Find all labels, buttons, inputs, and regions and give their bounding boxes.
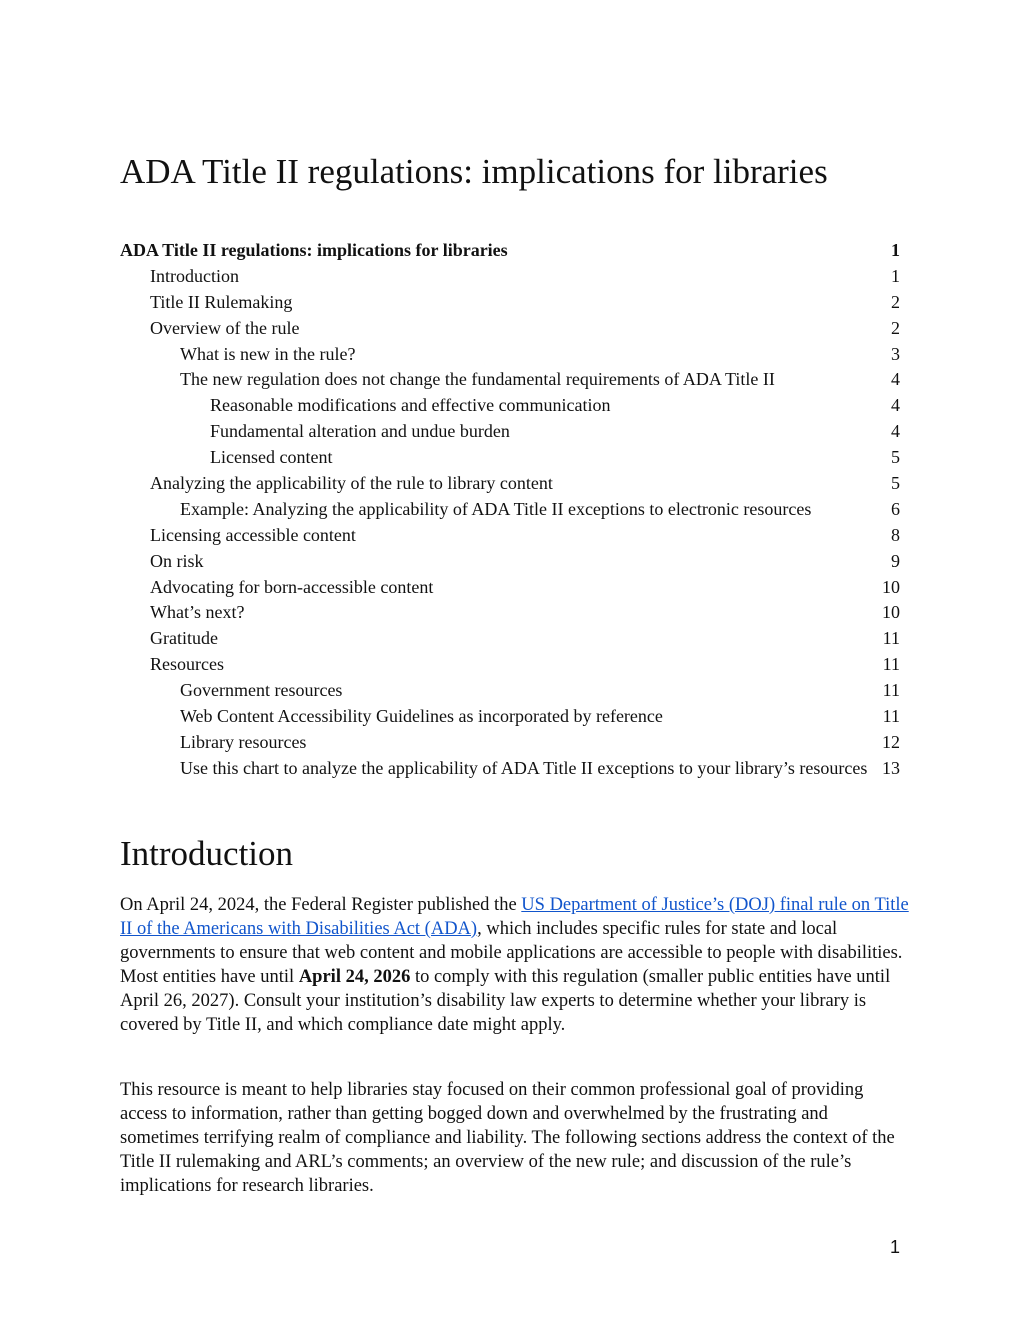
toc-entry[interactable] [120, 421, 900, 442]
toc-entry[interactable] [120, 344, 900, 365]
toc-entry[interactable] [120, 499, 900, 520]
toc-entry-page: 6 [891, 498, 900, 519]
paragraph-text: On April 24, 2024, the Federal Register published the [120, 895, 522, 915]
introduction-paragraph-1 [120, 893, 910, 1037]
page-title: ADA Title II regulations: implications for libraries [120, 152, 828, 191]
toc-entry[interactable] [120, 395, 900, 416]
toc-entry[interactable] [120, 473, 900, 494]
toc-entry-label: The new regulation does not change the fundamental requirements of ADA Title II [180, 369, 775, 390]
toc-entry-page: 13 [882, 757, 900, 778]
toc-entry-page: 10 [882, 576, 900, 597]
toc-entry-page: 10 [882, 602, 900, 623]
toc-entry-page: 2 [891, 291, 900, 312]
toc-entry[interactable] [120, 758, 900, 779]
toc-entry-page: 2 [891, 317, 900, 338]
toc-entry-label: What is new in the rule? [180, 343, 356, 364]
toc-entry-page: 3 [891, 343, 900, 364]
toc-entry-page: 11 [882, 628, 900, 649]
toc-entry-label: ADA Title II regulations: implications for libraries [120, 240, 508, 260]
toc-entry-page: 11 [882, 680, 900, 701]
toc-entry-label: Overview of the rule [150, 317, 300, 338]
toc-entry-page: 5 [891, 447, 900, 468]
toc-entry-page: 4 [891, 421, 900, 442]
toc-entry[interactable] [120, 525, 900, 546]
toc-entry-label: Web Content Accessibility Guidelines as incorporated by reference [180, 706, 663, 727]
toc-entry-page: 11 [882, 706, 900, 727]
toc-entry-page: 1 [891, 240, 900, 260]
toc-entry[interactable] [120, 266, 900, 287]
toc-entry-label: Reasonable modifications and effective communication [210, 395, 611, 416]
toc-entry[interactable] [120, 732, 900, 753]
toc-entry[interactable] [120, 577, 900, 598]
table-of-contents [120, 240, 900, 784]
doj-final-rule-link[interactable]: US Department of Justice’s (DOJ) final rule on Title II of the Americans with Disabilities Act (ADA) [120, 895, 909, 939]
toc-entry[interactable] [120, 706, 900, 727]
toc-entry-label: Licensed content [210, 447, 333, 468]
toc-entry[interactable] [120, 551, 900, 572]
toc-entry-label: What’s next? [150, 602, 245, 623]
toc-entry[interactable] [120, 318, 900, 339]
toc-entry[interactable] [120, 369, 900, 390]
toc-entry-label: Gratitude [150, 628, 218, 649]
toc-entry[interactable] [120, 654, 900, 675]
compliance-date: April 24, 2026 [298, 967, 411, 987]
toc-entry[interactable] [120, 680, 900, 701]
paragraph-text: to comply with this regulation (smaller public entities have until April 26, 2027). Consult your institution’s disability law experts to determine whether your library is covered by Title II, and which compliance date might apply. [120, 967, 891, 1035]
toc-entry-label: Government resources [180, 680, 343, 701]
toc-entry-page: 11 [882, 654, 900, 675]
toc-entry-label: Library resources [180, 731, 307, 752]
toc-entry-page: 8 [891, 524, 900, 545]
introduction-heading: Introduction [120, 834, 294, 873]
toc-entry-label: Resources [150, 654, 224, 675]
toc-entry[interactable] [120, 447, 900, 468]
paragraph-text: , which includes specific rules for state and local governments to ensure that web content and mobile applications are accessible to people with disabilities. Most entities have until [120, 919, 903, 987]
toc-entry-page: 1 [891, 265, 900, 286]
toc-entry-page: 5 [891, 473, 900, 494]
toc-entry[interactable] [120, 628, 900, 649]
toc-entry-label: Licensing accessible content [150, 524, 356, 545]
toc-entry-label: Title II Rulemaking [150, 291, 293, 312]
toc-entry[interactable] [120, 292, 900, 313]
introduction-paragraph-2: This resource is meant to help libraries stay focused on their common professional goal of providing access to information, rather than getting bogged down and overwhelmed by the frustrating and sometimes terrifying realm of compliance and liability. The following sections address the context of the Title II rulemaking and ARL’s comments; an overview of the new rule; and discussion of the rule’s implications for research libraries. [120, 1080, 895, 1196]
toc-entry-label: On risk [150, 550, 204, 571]
page-number: 1 [889, 1237, 900, 1257]
toc-entry[interactable] [120, 602, 900, 623]
toc-entry-page: 4 [891, 369, 900, 390]
toc-entry-page: 4 [891, 395, 900, 416]
toc-entry-label: Introduction [150, 265, 239, 286]
toc-entry-label: Example: Analyzing the applicability of ADA Title II exceptions to electronic resources [180, 498, 812, 519]
toc-entry-page: 9 [891, 550, 900, 571]
toc-entry[interactable] [120, 240, 900, 261]
toc-entry-label: Fundamental alteration and undue burden [210, 421, 510, 442]
toc-entry-label: Use this chart to analyze the applicability of ADA Title II exceptions to your library’s resources [180, 757, 868, 778]
toc-entry-page: 12 [882, 731, 900, 752]
toc-entry-label: Analyzing the applicability of the rule to library content [150, 473, 553, 494]
toc-entry-label: Advocating for born-accessible content [150, 576, 434, 597]
